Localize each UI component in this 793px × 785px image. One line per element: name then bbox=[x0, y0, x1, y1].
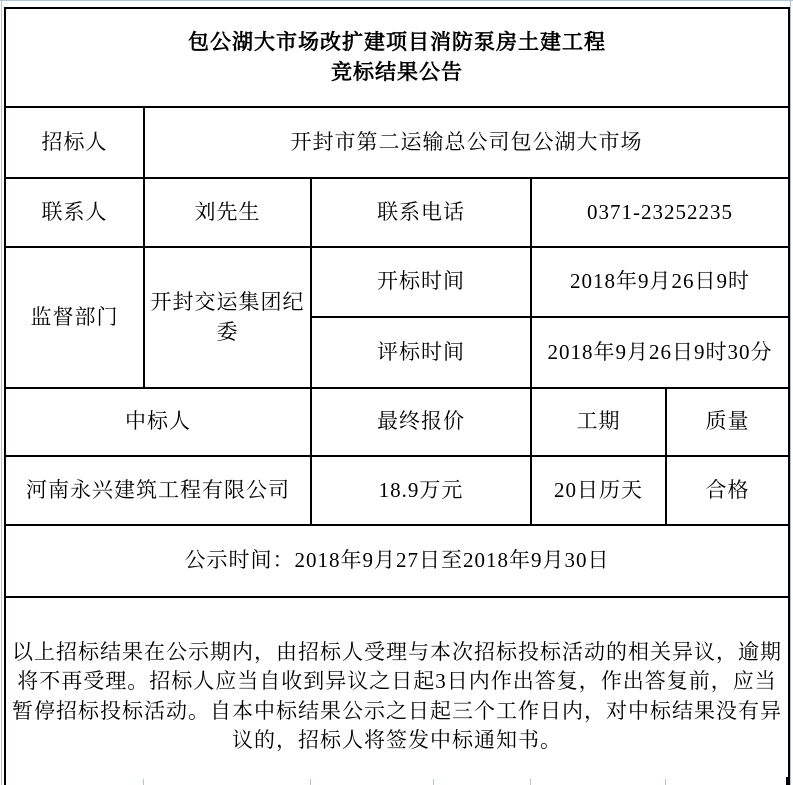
notice-row bbox=[5, 597, 789, 785]
bidder-label: 招标人 bbox=[5, 107, 144, 178]
page-title-line1: 包公湖大市场改扩建项目消防泵房土建工程 bbox=[188, 30, 607, 55]
publicity-period: 公示时间：2018年9月27日至2018年9月30日 bbox=[5, 525, 789, 597]
announcement-table bbox=[4, 7, 790, 785]
duration-label: 工期 bbox=[531, 388, 666, 456]
quality-value: 合格 bbox=[666, 456, 789, 525]
bid-opening-label: 开标时间 bbox=[311, 247, 531, 317]
phone-label: 联系电话 bbox=[311, 178, 531, 247]
duration-value: 20日历天 bbox=[531, 456, 666, 525]
quality-label: 质量 bbox=[666, 388, 789, 456]
page-title bbox=[5, 8, 789, 107]
bid-evaluation-value: 2018年9月26日9时30分 bbox=[531, 317, 789, 388]
winner-value: 河南永兴建筑工程有限公司 bbox=[5, 456, 311, 525]
spreadsheet-gridline-top bbox=[0, 0, 793, 1]
phone-value: 0371-23252235 bbox=[531, 178, 789, 247]
bid-evaluation-label: 评标时间 bbox=[311, 317, 531, 388]
supervisor-label: 监督部门 bbox=[5, 247, 144, 388]
contact-row bbox=[5, 178, 789, 247]
page-title-line2: 竞标结果公告 bbox=[331, 59, 464, 84]
bid-opening-value: 2018年9月26日9时 bbox=[531, 247, 789, 317]
winner-header-row bbox=[5, 388, 789, 456]
spreadsheet-gridline-left bbox=[1, 0, 2, 785]
publicity-period-row bbox=[5, 525, 789, 597]
notice-paragraph: 以上招标结果在公示期内，由招标人受理与本次招标投标活动的相关异议，逾期将不再受理。招标人应当自收到异议之日起3日内作出答复，作出答复前，应当暂停招标投标活动。自本中标结果公示之日起三个工作日内，对中标结果没有异议的，招标人将签发中标通知书。 bbox=[5, 597, 789, 785]
title-row bbox=[5, 8, 789, 107]
supervisor-value: 开封交运集团纪委 bbox=[144, 247, 311, 388]
winner-label: 中标人 bbox=[5, 388, 311, 456]
supervisor-row-opening bbox=[5, 247, 789, 317]
winner-value-row bbox=[5, 456, 789, 525]
contact-label: 联系人 bbox=[5, 178, 144, 247]
final-price-label: 最终报价 bbox=[311, 388, 531, 456]
bidder-row bbox=[5, 107, 789, 178]
spreadsheet-gridline-right bbox=[790, 0, 791, 785]
contact-value: 刘先生 bbox=[144, 178, 311, 247]
bidder-value: 开封市第二运输总公司包公湖大市场 bbox=[144, 107, 789, 178]
final-price-value: 18.9万元 bbox=[311, 456, 531, 525]
